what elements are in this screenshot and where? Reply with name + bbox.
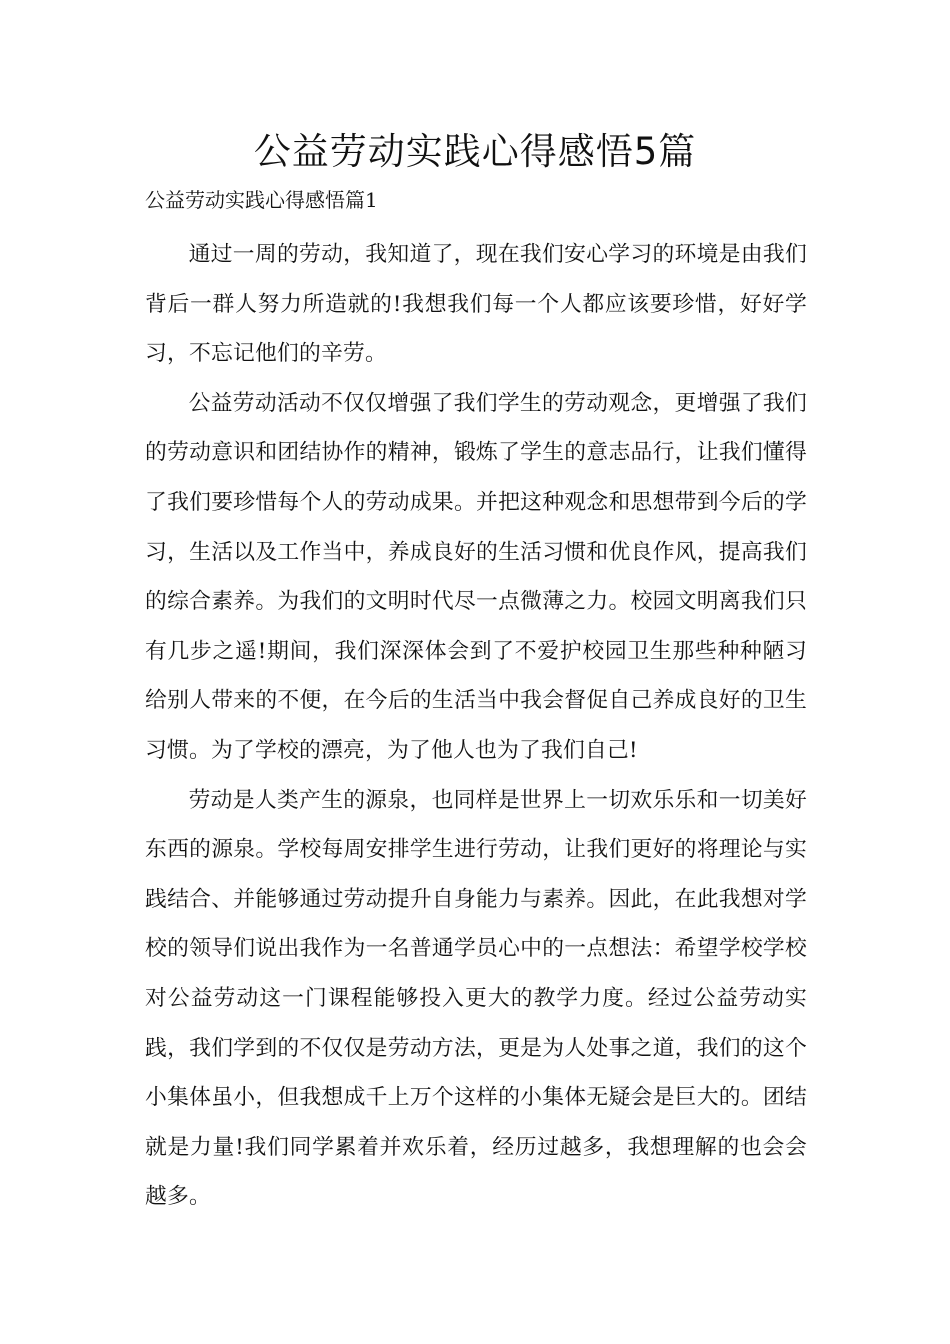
paragraph-3: 劳动是人类产生的源泉，也同样是世界上一切欢乐乐和一切美好东西的源泉。学校每周安排学生进行劳动，让我们更好的将理论与实践结合、并能够通过劳动提升自身能力与素养。因此，在此我想对学校的领导们说出我作为一名普通学员心中的一点想法：希望学校学校对公益劳动这一门课程能够投入更大的教学力度。经过公益劳动实践，我们学到的不仅仅是劳动方法，更是为人处事之道，我们的这个小集体虽小，但我想成千上万个这样的小集体无疑会是巨大的。团结就是力量!我们同学累着并欢乐着，经历过越多，我想理解的也会会越多。 bbox=[145, 787, 807, 1210]
document-title: 公益劳动实践心得感悟5篇 bbox=[253, 130, 697, 173]
document-body bbox=[145, 230, 807, 1222]
paragraph-1: 通过一周的劳动，我知道了，现在我们安心学习的环境是由我们背后一群人努力所造就的!我想我们每一个人都应该要珍惜，好好学习，不忘记他们的辛劳。 bbox=[145, 242, 807, 367]
paragraph-2: 公益劳动活动不仅仅增强了我们学生的劳动观念，更增强了我们的劳动意识和团结协作的精神，锻炼了学生的意志品行，让我们懂得了我们要珍惜每个人的劳动成果。并把这种观念和思想带到今后的学习，生活以及工作当中，养成良好的生活习惯和优良作风，提高我们的综合素养。为我们的文明时代尽一点微薄之力。校园文明离我们只有几步之遥!期间，我们深深体会到了不爱护校园卫生那些种种陋习给别人带来的不便，在今后的生活当中我会督促自己养成良好的卫生习惯。为了学校的漂亮，为了他人也为了我们自己! bbox=[145, 390, 807, 763]
section-heading: 公益劳动实践心得感悟篇1 bbox=[145, 188, 378, 212]
